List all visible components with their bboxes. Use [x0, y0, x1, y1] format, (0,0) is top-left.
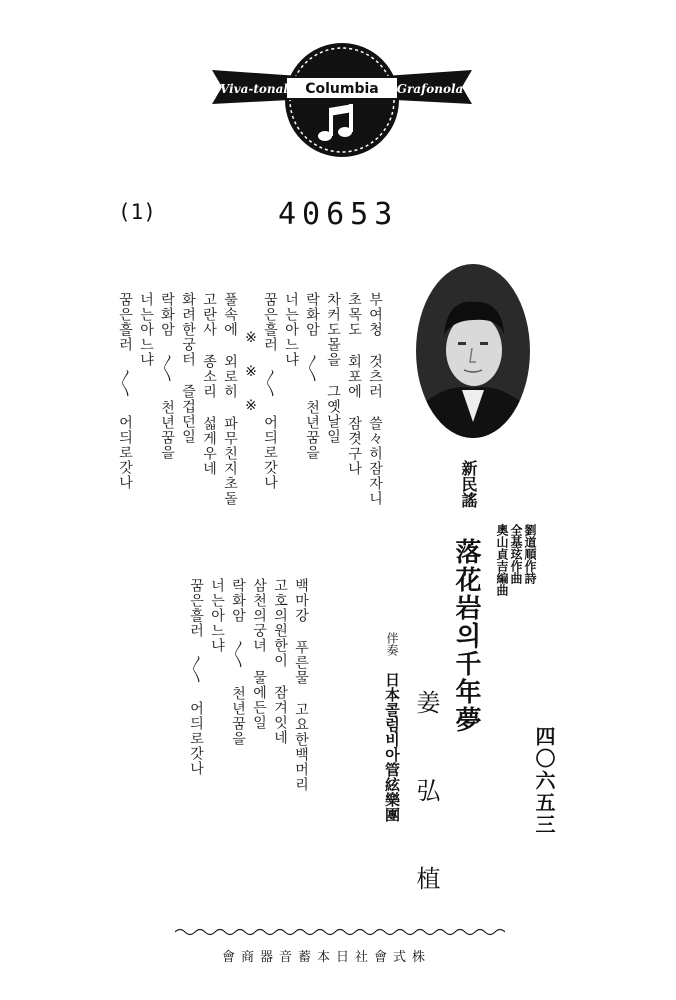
columbia-logo	[208, 40, 476, 160]
lyric-line: 삼천의궁녀 물에든일	[251, 578, 267, 730]
lyric-line: 부여청 것츠러 쓸々히잠자니	[367, 292, 383, 506]
lyric-line: 백마강 푸른물 고요한백머리	[293, 578, 309, 792]
record-number-kanji: 四〇六五三	[532, 726, 556, 836]
lyric-line: 꿈은흘러 〳〵 어듸로갓나	[188, 578, 204, 776]
lyric-line: 꿈은흘러 〳〵 어듸로갓나	[117, 292, 133, 490]
publisher-footer: 株式會社日本蓄音器商會	[222, 950, 432, 965]
footer-divider	[175, 925, 505, 939]
lyric-line: 락화암 〳〵 천년꿈을	[159, 292, 175, 460]
lyric-line: 풀속에 외로히 파무친지초돌	[222, 292, 238, 506]
lyric-line: 초목도 회포에 잠겻구나	[346, 292, 362, 476]
lyric-line: 화려한궁터 즐겁던일	[180, 292, 196, 444]
logo-banner-right-text: Grafonola	[396, 82, 464, 96]
accompaniment-label: 伴奏	[385, 632, 399, 656]
genre-label: 新民謠	[459, 460, 478, 508]
lyric-line: 락화암 〳〵 천년꿈을	[230, 578, 246, 746]
lyric-line: 차커도몰을 그옛날일	[325, 292, 341, 444]
verse-separator: ※ ※ ※	[243, 330, 259, 415]
credit-composer: 全基玹作曲	[509, 524, 523, 584]
credit-arranger: 奧山貞吉編曲	[495, 524, 509, 596]
lyric-line: 꿈은흘러 〳〵 어듸로갓나	[262, 292, 278, 490]
lyric-line: 너는아느냐	[283, 292, 299, 367]
orchestra-name: 日本콜럼비아管絃樂團	[383, 672, 401, 822]
side-number: (1)	[118, 200, 156, 224]
song-title: 落花岩의千年夢	[451, 538, 481, 734]
record-number: 40653	[278, 197, 399, 232]
lyric-line: 고호의원한이 잠겨잇네	[272, 578, 288, 745]
singer-name: 姜 弘 植	[412, 690, 440, 908]
lyric-line: 고란사 종소리 섧게우네	[201, 292, 217, 476]
lyric-line: 락화암 〳〵 천년꿈을	[304, 292, 320, 460]
logo-banner-left-text: Viva-tonal	[220, 82, 288, 96]
lyric-line: 너는아느냐	[138, 292, 154, 367]
logo-brand-text: Columbia	[305, 81, 379, 97]
singer-portrait	[414, 262, 532, 440]
lyric-line: 너는아느냐	[209, 578, 225, 653]
credit-lyricist: 劉道順作詩	[523, 524, 537, 584]
